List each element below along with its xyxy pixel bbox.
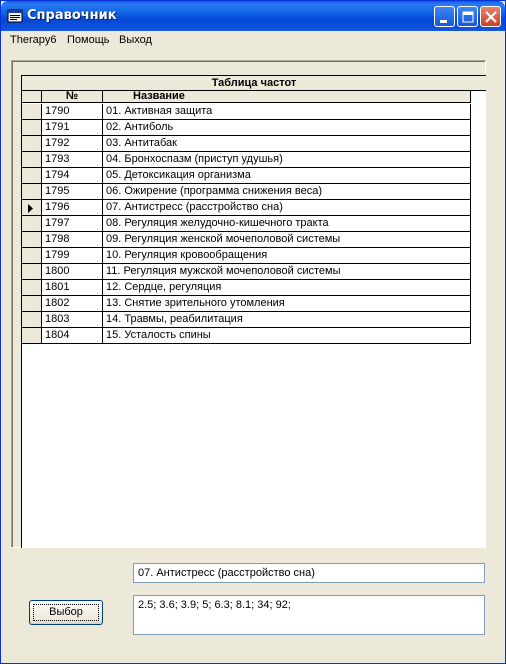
frequencies-field[interactable]: 2.5; 3.6; 3.9; 5; 6.3; 8.1; 34; 92; bbox=[133, 595, 485, 635]
table-row[interactable] bbox=[22, 296, 471, 312]
cell-number[interactable]: 1801 bbox=[42, 280, 103, 295]
cell-number[interactable]: 1799 bbox=[42, 248, 103, 263]
table-row[interactable] bbox=[22, 152, 471, 168]
cell-number[interactable]: 1800 bbox=[42, 264, 103, 279]
cell-number[interactable]: 1804 bbox=[42, 328, 103, 343]
menu-therapy6[interactable]: Therapy6 bbox=[10, 34, 57, 46]
table-row[interactable] bbox=[22, 312, 471, 328]
close-icon bbox=[481, 7, 502, 28]
cell-number[interactable]: 1794 bbox=[42, 168, 103, 183]
menu-help[interactable]: Помощь bbox=[67, 34, 110, 46]
select-button-label: Выбор bbox=[49, 606, 83, 618]
table-row[interactable] bbox=[22, 104, 471, 120]
focus-rect bbox=[33, 604, 99, 621]
cell-name[interactable]: 10. Регуляция кровообращения bbox=[103, 248, 471, 263]
table-row[interactable] bbox=[22, 184, 471, 200]
row-indicator[interactable] bbox=[22, 200, 42, 215]
row-indicator[interactable] bbox=[22, 152, 42, 167]
row-indicator[interactable] bbox=[22, 248, 42, 263]
column-header-number[interactable]: № bbox=[42, 91, 103, 103]
cell-name[interactable]: 05. Детоксикация организма bbox=[103, 168, 471, 183]
row-indicator[interactable] bbox=[22, 312, 42, 327]
table-row[interactable] bbox=[22, 200, 471, 216]
table-row[interactable] bbox=[22, 168, 471, 184]
select-button[interactable] bbox=[29, 600, 103, 625]
table-row[interactable] bbox=[22, 232, 471, 248]
row-indicator[interactable] bbox=[22, 280, 42, 295]
cell-number[interactable]: 1803 bbox=[42, 312, 103, 327]
table-body bbox=[22, 104, 471, 344]
cell-name[interactable]: 11. Регуляция мужской мочеполовой системы bbox=[103, 264, 471, 279]
cell-name[interactable]: 06. Ожирение (программа снижения веса) bbox=[103, 184, 471, 199]
table-row[interactable] bbox=[22, 264, 471, 280]
table-row[interactable] bbox=[22, 328, 471, 344]
menu-bar bbox=[1, 31, 505, 51]
cell-name[interactable]: 14. Травмы, реабилитация bbox=[103, 312, 471, 327]
table-row[interactable] bbox=[22, 136, 471, 152]
table-row[interactable] bbox=[22, 280, 471, 296]
cell-number[interactable]: 1790 bbox=[42, 104, 103, 119]
cell-name[interactable]: 09. Регуляция женской мочеполовой системы bbox=[103, 232, 471, 247]
row-indicator[interactable] bbox=[22, 184, 42, 199]
row-indicator[interactable] bbox=[22, 120, 42, 135]
cell-number[interactable]: 1796 bbox=[42, 200, 103, 215]
cell-number[interactable]: 1791 bbox=[42, 120, 103, 135]
maximize-button[interactable] bbox=[457, 6, 478, 27]
cell-number[interactable]: 1795 bbox=[42, 184, 103, 199]
cell-name[interactable]: 07. Антистресс (расстройство сна) bbox=[103, 200, 471, 215]
minimize-button[interactable] bbox=[434, 6, 455, 27]
minimize-icon bbox=[435, 7, 456, 28]
cell-name[interactable]: 01. Активная защита bbox=[103, 104, 471, 119]
table-row[interactable] bbox=[22, 216, 471, 232]
selected-name-field[interactable]: 07. Антистресс (расстройство сна) bbox=[133, 563, 485, 583]
cell-name[interactable]: 12. Сердце, регуляция bbox=[103, 280, 471, 295]
frequency-table[interactable] bbox=[21, 75, 486, 548]
close-button[interactable] bbox=[480, 6, 501, 27]
title-bar[interactable] bbox=[1, 1, 505, 31]
column-header-name[interactable]: Название bbox=[103, 91, 471, 103]
row-indicator[interactable] bbox=[22, 168, 42, 183]
cell-number[interactable]: 1792 bbox=[42, 136, 103, 151]
window-title: Справочник bbox=[27, 8, 117, 23]
cell-name[interactable]: 13. Снятие зрительного утомления bbox=[103, 296, 471, 311]
cell-name[interactable]: 08. Регуляция желудочно-кишечного тракта bbox=[103, 216, 471, 231]
row-indicator[interactable] bbox=[22, 216, 42, 231]
cell-number[interactable]: 1793 bbox=[42, 152, 103, 167]
cell-name[interactable]: 02. Антиболь bbox=[103, 120, 471, 135]
app-icon bbox=[7, 8, 23, 24]
table-row[interactable] bbox=[22, 248, 471, 264]
cell-name[interactable]: 03. Антитабак bbox=[103, 136, 471, 151]
cell-number[interactable]: 1797 bbox=[42, 216, 103, 231]
row-indicator[interactable] bbox=[22, 232, 42, 247]
table-caption: Таблица частот bbox=[22, 76, 486, 91]
cell-name[interactable]: 04. Бронхоспазм (приступ удушья) bbox=[103, 152, 471, 167]
table-row[interactable] bbox=[22, 120, 471, 136]
menu-exit[interactable]: Выход bbox=[119, 34, 152, 46]
row-indicator[interactable] bbox=[22, 296, 42, 311]
row-indicator[interactable] bbox=[22, 104, 42, 119]
cell-number[interactable]: 1802 bbox=[42, 296, 103, 311]
row-indicator[interactable] bbox=[22, 136, 42, 151]
header-indicator-cell bbox=[22, 91, 42, 103]
cell-name[interactable]: 15. Усталость спины bbox=[103, 328, 471, 343]
current-row-arrow-icon bbox=[28, 204, 34, 213]
cell-number[interactable]: 1798 bbox=[42, 232, 103, 247]
table-header bbox=[22, 91, 471, 103]
maximize-icon bbox=[458, 7, 479, 28]
row-indicator[interactable] bbox=[22, 328, 42, 343]
row-indicator[interactable] bbox=[22, 264, 42, 279]
